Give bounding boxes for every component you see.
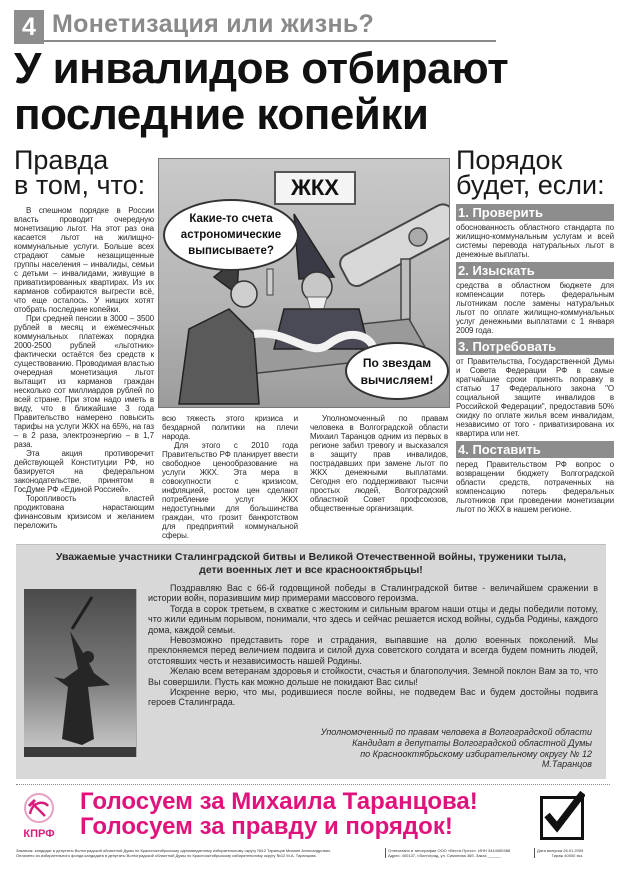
heading-line: будет, если:	[456, 170, 605, 200]
cartoon-sign: ЖКХ	[274, 171, 356, 205]
fine-print-line: Оплачено из избирательного фонда кандидата в депутаты Волгоградской областной Думы по Краснооктябрьскому избирательному округу №12 М.А. Таранцова.	[16, 853, 317, 858]
left-column-heading	[14, 148, 154, 198]
fine-print-line: Отпечатано в типографии ООО «Вести-Пресс». ИНН 3444080388	[388, 848, 511, 853]
step-title: 2. Изыскать	[456, 262, 614, 279]
kprf-logo	[18, 792, 60, 840]
signature-line: Кандидат в депутаты Волгоградской областной Думы	[352, 737, 592, 748]
fine-print-line: Адрес: 400137, г.Волгоград, ул. Симонова 36б. Заказ ______	[388, 853, 501, 858]
slogan-line-2: Голосуем за правду и порядок!	[80, 813, 453, 840]
headline-line-1: У инвалидов отбирают	[14, 44, 509, 93]
right-column-heading	[456, 148, 614, 198]
speech-bubble-answer: По звездам вычисляем!	[345, 342, 449, 400]
rubric-title: Монетизация или жизнь?	[52, 10, 375, 38]
slogan-line-1: Голосуем за Михаила Таранцова!	[80, 788, 478, 815]
step-item	[456, 338, 614, 438]
paragraph: всю тяжесть этого кризиса и бездарной политики на плечи народа.	[162, 414, 298, 441]
signature-line: по Краснооктябрьскому избирательному округу № 12	[360, 748, 592, 759]
step-text: от Правительства, Государственной Думы и Совета Федерации РФ в самые кратчайшие сроки принять поправку в статью 17 Федерального закона "О социальной защите инвалидов в Российской Федерации", предоставив 50% скидку по оплате жилья всем инвалидам, независимо от того - приватизирована их квартира или нет.	[456, 357, 614, 438]
step-text: перед Правительством РФ вопрос о возвращении бюджету Волгоградской области средств, потраченных на компенсацию потерь федеральных льготников при проведении монетизации льгот по ЖКХ в нашем регионе.	[456, 460, 614, 514]
paragraph: В спешном порядке в России власть проводит очередную монетизацию льгот. На этот раз она касается льгот на жилищно-коммунальные услуги. Больше всех страдают самые незащищенные группы населения – инвалиды, семьи с детьми – инвалидами, живущие в приватизированных квартирах. Из их карманов собираются выгрести всё, что еще осталось. У нищих хотят отобрать последние копейки.	[14, 206, 154, 314]
headline	[14, 46, 614, 138]
step-title: 3. Потребовать	[456, 338, 614, 355]
appeal-title-line: дети военных лет и все краснооктябрьцы!	[199, 564, 423, 576]
fine-print-issue	[534, 848, 583, 858]
appeal-box	[16, 544, 606, 779]
step-item	[456, 204, 614, 259]
step-text: средства в областном бюджете для компенсации потерь федеральным льготникам после замены натуральных льгот по оплате жилищно-коммунальных услуг денежными выплатами с 1 января 2009 года.	[456, 281, 614, 335]
step-item	[456, 441, 614, 514]
slogan	[80, 789, 478, 839]
paragraph: Желаю всем ветеранам здоровья и стойкости, счастья и благополучия. Земной поклон Вам за то, что Вы совершили. Пусть как можно дольше не покидают Вас силы!	[148, 666, 598, 687]
fine-print-line: Дата выпуска 26.01.2009	[537, 848, 584, 853]
fine-print-printer	[385, 848, 510, 858]
signature-line: Уполномоченный по правам человека в Волгоградской области	[320, 727, 592, 737]
cartoon-illustration	[158, 158, 450, 408]
kprf-logo-text: КПРФ	[23, 828, 55, 840]
paragraph: Для этого с 2010 года Правительство РФ планирует ввести свободное ценообразование на услуги ЖКХ. Эта мера в совокупности с кризисом, инфляцией, ростом цен сделают потребление услуг ЖКХ недоступными для большинства граждан, что грозит банкротством для предприятий коммунальной сферы.	[162, 441, 298, 540]
fine-print-customer	[16, 848, 331, 858]
speech-bubble-question: Какие-то счета астрономические выписываете?	[163, 199, 299, 271]
motherland-statue-photo	[24, 589, 137, 757]
step-item	[456, 262, 614, 335]
middle-column-2	[310, 414, 448, 513]
statue-silhouette-icon	[24, 589, 136, 757]
paragraph: Уполномоченный по правам человека в Волгоградской области Михаил Таранцов одним из первых в регионе забил тревогу и высказался в защиту прав инвалидов, пострадавших при замене льгот по ЖКХ денежными выплатами. Сегодня его поддерживают тысячи простых людей, Волгоградский областной Совет профсоюзов, общественные организации.	[310, 414, 448, 513]
fine-print-line: Тираж 40000 экз.	[551, 853, 584, 858]
heading-line: Порядок	[456, 148, 563, 175]
page-number: 4	[14, 10, 44, 44]
paragraph: При средней пенсии в 3000 – 3500 рублей в месяц и ежемесячных коммунальных платежах порядка 2000-2500 рублей «льготник» фактически остаётся без средств к существованию. Проводимая властью очередная монетизация льгот вытащит из карманов граждан несколько сот миллиардов рублей по всей стране. При этом надо иметь в виду, что в ближайшие 3 года Правительство намерено повысить тарифы на услуги ЖКХ на 65%, на газ – в 2 раза, электроэнергию – в 1,7 раза.	[14, 314, 154, 449]
appeal-body	[148, 583, 598, 708]
hammer-sickle-icon	[18, 792, 60, 824]
ballot-checkbox	[540, 796, 584, 840]
signature-block	[321, 727, 592, 770]
paragraph: Поздравляю Вас с 66-й годовщиной победы в Сталинградской битве - величайшем сражении в истории войн, поразившим мир примерами массового героизма.	[148, 583, 598, 604]
left-column	[14, 148, 154, 540]
step-title: 1. Проверить	[456, 204, 614, 221]
signature-line: М.Таранцов	[541, 759, 592, 770]
fine-print-line: Заказчик: кандидат в депутаты Волгоградской областной Думы по Краснооктябрьскому одномандатному избирательному округу №12 Таранцов Михаил Александрович.	[16, 848, 332, 853]
rubric-bar	[14, 8, 496, 42]
step-text: обоснованность областного стандарта по жилищно-коммунальным услугам и всей системы перевода натуральных льгот в денежные выплаты.	[456, 223, 614, 259]
checkmark-icon	[541, 791, 585, 835]
woman-figure	[179, 257, 259, 404]
left-column-body	[14, 206, 154, 530]
paragraph: Торопливость властей продиктована нарастающим финансовым кризисом и желанием переложить	[14, 494, 154, 530]
dotted-divider	[16, 784, 610, 785]
step-title: 4. Поставить	[456, 441, 614, 458]
right-column	[456, 148, 614, 540]
heading-line: Правда	[14, 148, 109, 175]
paragraph: Искренне верю, что мы, родившиеся после войны, не подведем Вас и будем достойны подвига героев Сталинграда.	[148, 687, 598, 708]
headline-line-2: последние копейки	[14, 90, 429, 139]
paragraph: Эта акция противоречит действующей Конституции РФ, но базируется на федеральном законодательстве, принятом в ГосДуме РФ «Единой Россией».	[14, 449, 154, 494]
paragraph: Тогда в сорок третьем, в схватке с жестоким и сильным врагом наши отцы и деды победили потому, что жили единым порывом, понимали, что здесь и сейчас решается исход войны, судьба Родины, каждого дома, каждой семьи.	[148, 603, 598, 635]
appeal-title-line: Уважаемые участники Сталинградской битвы и Великой Отечественной войны, труженики тыла,	[55, 551, 567, 563]
heading-line: в том, что:	[14, 170, 146, 200]
middle-column-1	[162, 414, 298, 540]
paragraph: Невозможно представить горе и страдания, выпавшие на долю военных поколений. Мы преклоняемся перед величием подвига и силой духа советского солдата и всегда будем помнить людей, отстоявших честь и независимость нашей Родины.	[148, 635, 598, 666]
appeal-title	[16, 551, 606, 577]
